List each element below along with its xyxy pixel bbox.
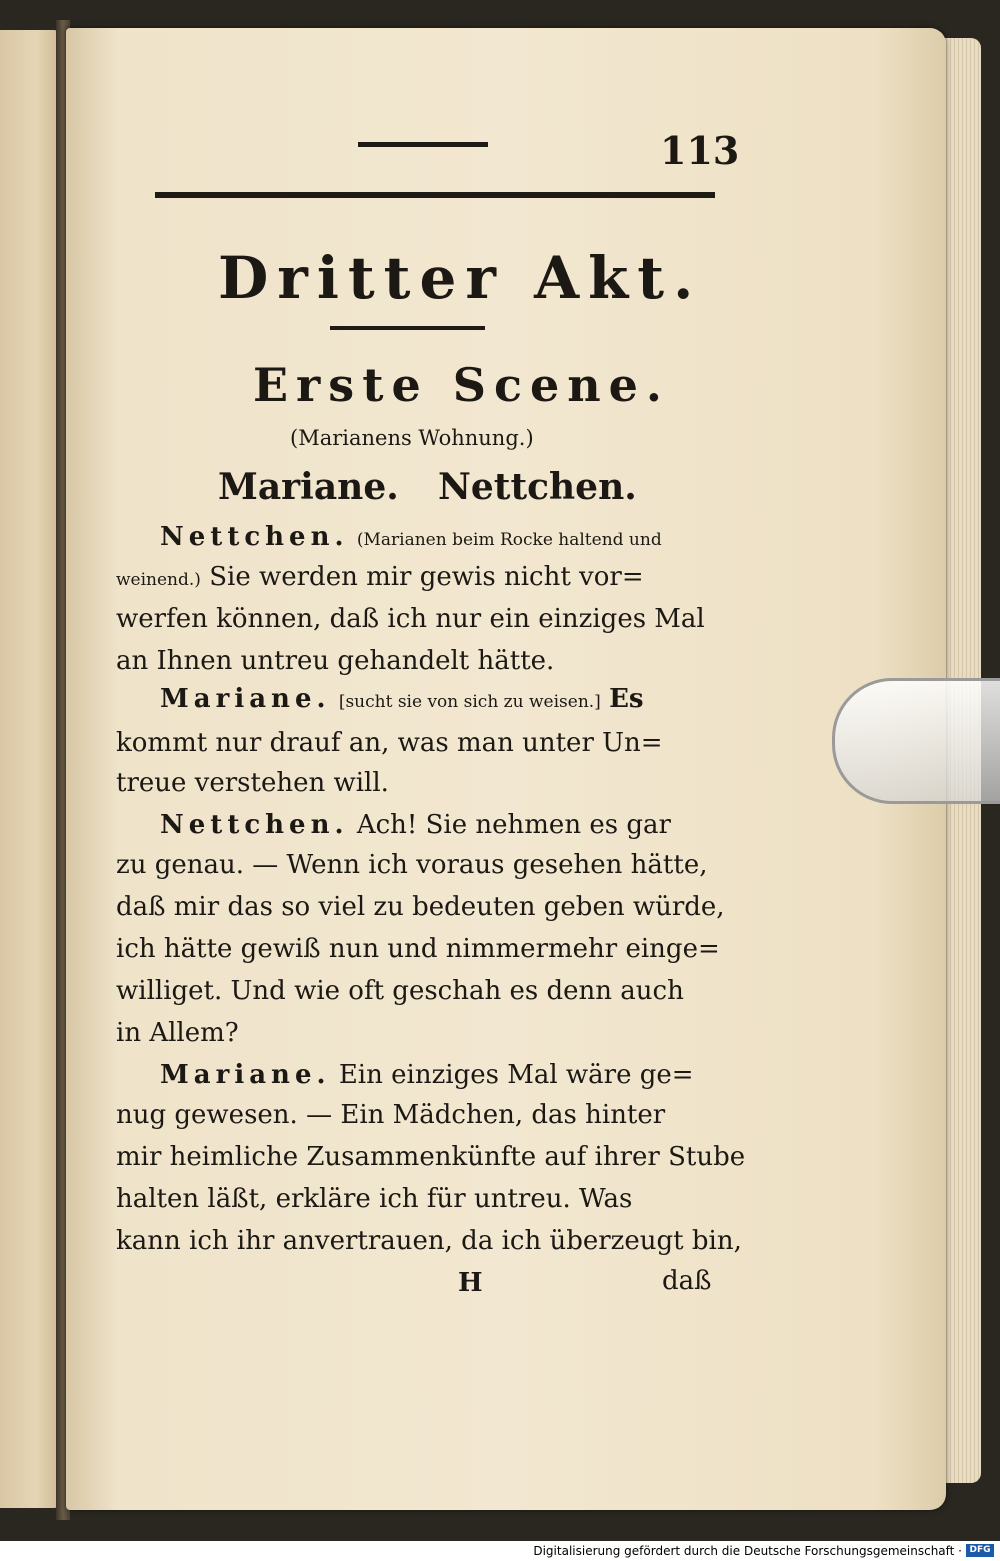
text-line: kommt nur drauf an, was man unter Un= [116, 728, 663, 758]
text-line [160, 522, 662, 552]
digitization-footer [0, 1541, 1000, 1561]
header-long-rule [155, 192, 715, 198]
text-line: halten läßt, erkläre ich für untreu. Was [116, 1184, 633, 1214]
text-line: williget. Und wie oft geschah es denn auch [116, 976, 684, 1006]
text-line: werfen können, daß ich nur ein einziges Mal [116, 604, 705, 634]
page-clip [832, 678, 1000, 804]
text-line: in Allem? [116, 1018, 239, 1048]
left-page-edge [0, 30, 60, 1508]
dfg-logo: DFG [966, 1544, 994, 1557]
speaker-name: Mariane. [160, 684, 331, 714]
signature-mark: H [458, 1268, 483, 1298]
text-line: daß mir das so viel zu bedeuten geben würde, [116, 892, 725, 922]
text-line: zu genau. — Wenn ich voraus gesehen hätte, [116, 850, 708, 880]
act-title: Dritter Akt. [218, 244, 703, 312]
scene-title: Erste Scene. [253, 358, 670, 412]
line-text: Ein einziges Mal wäre ge= [338, 1060, 694, 1090]
header-short-rule [358, 142, 488, 147]
page-number: 113 [660, 128, 740, 173]
text-line: an Ihnen untreu gehandelt hätte. [116, 646, 555, 676]
speaker-name: Nettchen. [160, 810, 349, 840]
line-text: Ach! Sie nehmen es gar [356, 810, 671, 840]
stage-direction: (Marianen beim Rocke haltend und [356, 530, 662, 550]
stage-direction: weinend.) [116, 570, 201, 590]
text-line: treue verstehen will. [116, 768, 389, 798]
speaker-name: Mariane. [160, 1060, 331, 1090]
text-line [160, 684, 644, 714]
act-rule [330, 326, 485, 330]
stage-direction: (Marianens Wohnung.) [290, 426, 534, 450]
cast-nettchen: Nettchen. [438, 466, 637, 508]
line-text: Sie werden mir gewis nicht vor= [209, 562, 644, 592]
text-line: kann ich ihr anvertrauen, da ich überzeugt bin, [116, 1226, 742, 1256]
footer-text: Digitalisierung gefördert durch die Deutsche Forschungsgemeinschaft · [533, 1544, 962, 1558]
catchword: daß [662, 1266, 712, 1296]
stage-direction: [sucht sie von sich zu weisen.] [338, 692, 601, 712]
line-text: Es [609, 684, 644, 714]
cast-mariane: Mariane. [218, 466, 399, 508]
text-line [160, 1060, 694, 1090]
text-line [116, 562, 644, 592]
text-line: ich hätte gewiß nun und nimmermehr einge= [116, 934, 720, 964]
speaker-name: Nettchen. [160, 522, 349, 552]
text-line: mir heimliche Zusammenkünfte auf ihrer Stube [116, 1142, 746, 1172]
text-line: nug gewesen. — Ein Mädchen, das hinter [116, 1100, 666, 1130]
text-line [160, 810, 671, 840]
